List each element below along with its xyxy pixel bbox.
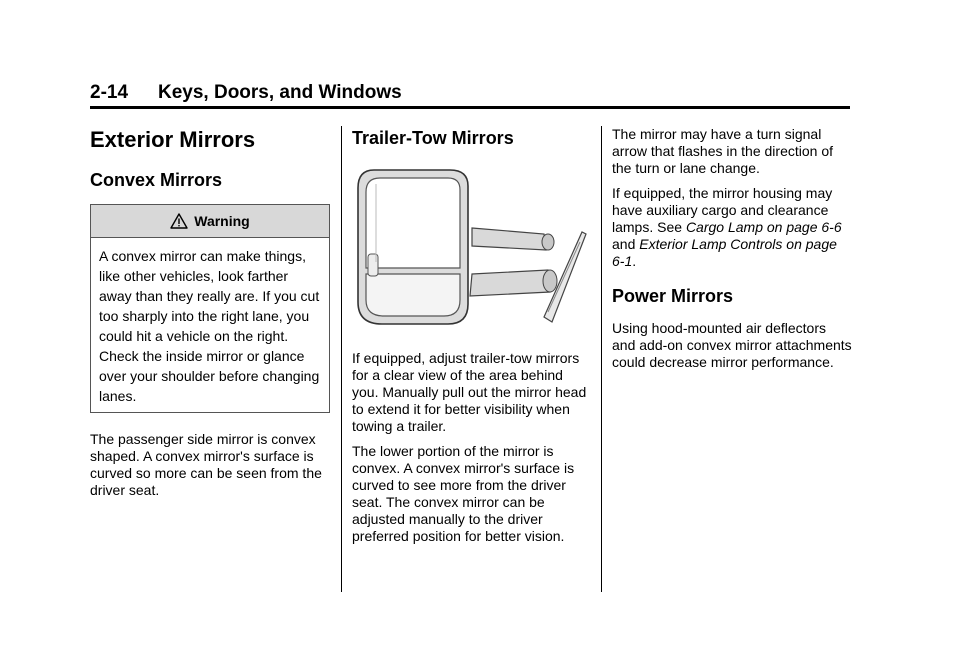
cargo-lamps-period: . bbox=[632, 253, 637, 269]
paragraph-cargo-lamps bbox=[612, 185, 852, 270]
paragraph-passenger-mirror: The passenger side mirror is convex shaped. A convex mirror's surface is curved so more can be seen from the driver seat. bbox=[90, 431, 322, 498]
column-divider-left bbox=[341, 126, 342, 592]
column-middle bbox=[352, 126, 590, 553]
column-right bbox=[612, 126, 852, 379]
page-header bbox=[90, 80, 850, 109]
heading-convex-mirrors: Convex Mirrors bbox=[90, 170, 223, 190]
column-left bbox=[90, 126, 330, 507]
cargo-lamps-and: and bbox=[612, 236, 640, 252]
paragraph-adjust-trailer-tow: If equipped, adjust trailer-tow mirrors for a clear view of the area behind you. Manually pull out the mirror head to extend it for better visibility when towing a trailer. bbox=[352, 350, 587, 434]
section-title: Keys, Doors, and Windows bbox=[158, 82, 402, 103]
warning-text: A convex mirror can make things, like other vehicles, look farther away than they really are. If you cut too sharply into the right lane, you could hit a vehicle on the right. Check the inside mirror or glance over your shoulder before changing lanes. bbox=[99, 248, 320, 404]
column-divider-right bbox=[601, 126, 602, 592]
warning-header bbox=[91, 205, 329, 238]
heading-exterior-mirrors: Exterior Mirrors bbox=[90, 127, 256, 152]
paragraph-air-deflectors: Using hood-mounted air deflectors and add-on convex mirror attachments could decrease mirror performance. bbox=[612, 320, 852, 370]
warning-triangle-icon bbox=[170, 213, 188, 229]
heading-trailer-tow-mirrors: Trailer-Tow Mirrors bbox=[352, 128, 514, 148]
link-cargo-lamp[interactable]: Cargo Lamp on page 6-6 bbox=[685, 219, 842, 235]
cargo-lamps-text: If equipped, the mirror housing may have auxiliary cargo and clearance lamps. See bbox=[612, 185, 833, 235]
paragraph-turn-signal: The mirror may have a turn signal arrow that flashes in the direction of the turn or lane change. bbox=[612, 126, 834, 176]
link-exterior-lamp-controls[interactable]: Exterior Lamp Controls on page 6-1 bbox=[612, 236, 837, 269]
trailer-tow-mirror-illustration bbox=[352, 162, 590, 332]
paragraph-lower-convex: The lower portion of the mirror is convex. A convex mirror's surface is curved to see more from the driver seat. The convex mirror can be adjusted manually to the driver preferred position for better vision. bbox=[352, 443, 575, 544]
warning-label: Warning bbox=[194, 213, 250, 229]
page-number: 2-14 bbox=[90, 82, 129, 103]
heading-power-mirrors: Power Mirrors bbox=[612, 286, 734, 306]
warning-box bbox=[90, 204, 330, 413]
